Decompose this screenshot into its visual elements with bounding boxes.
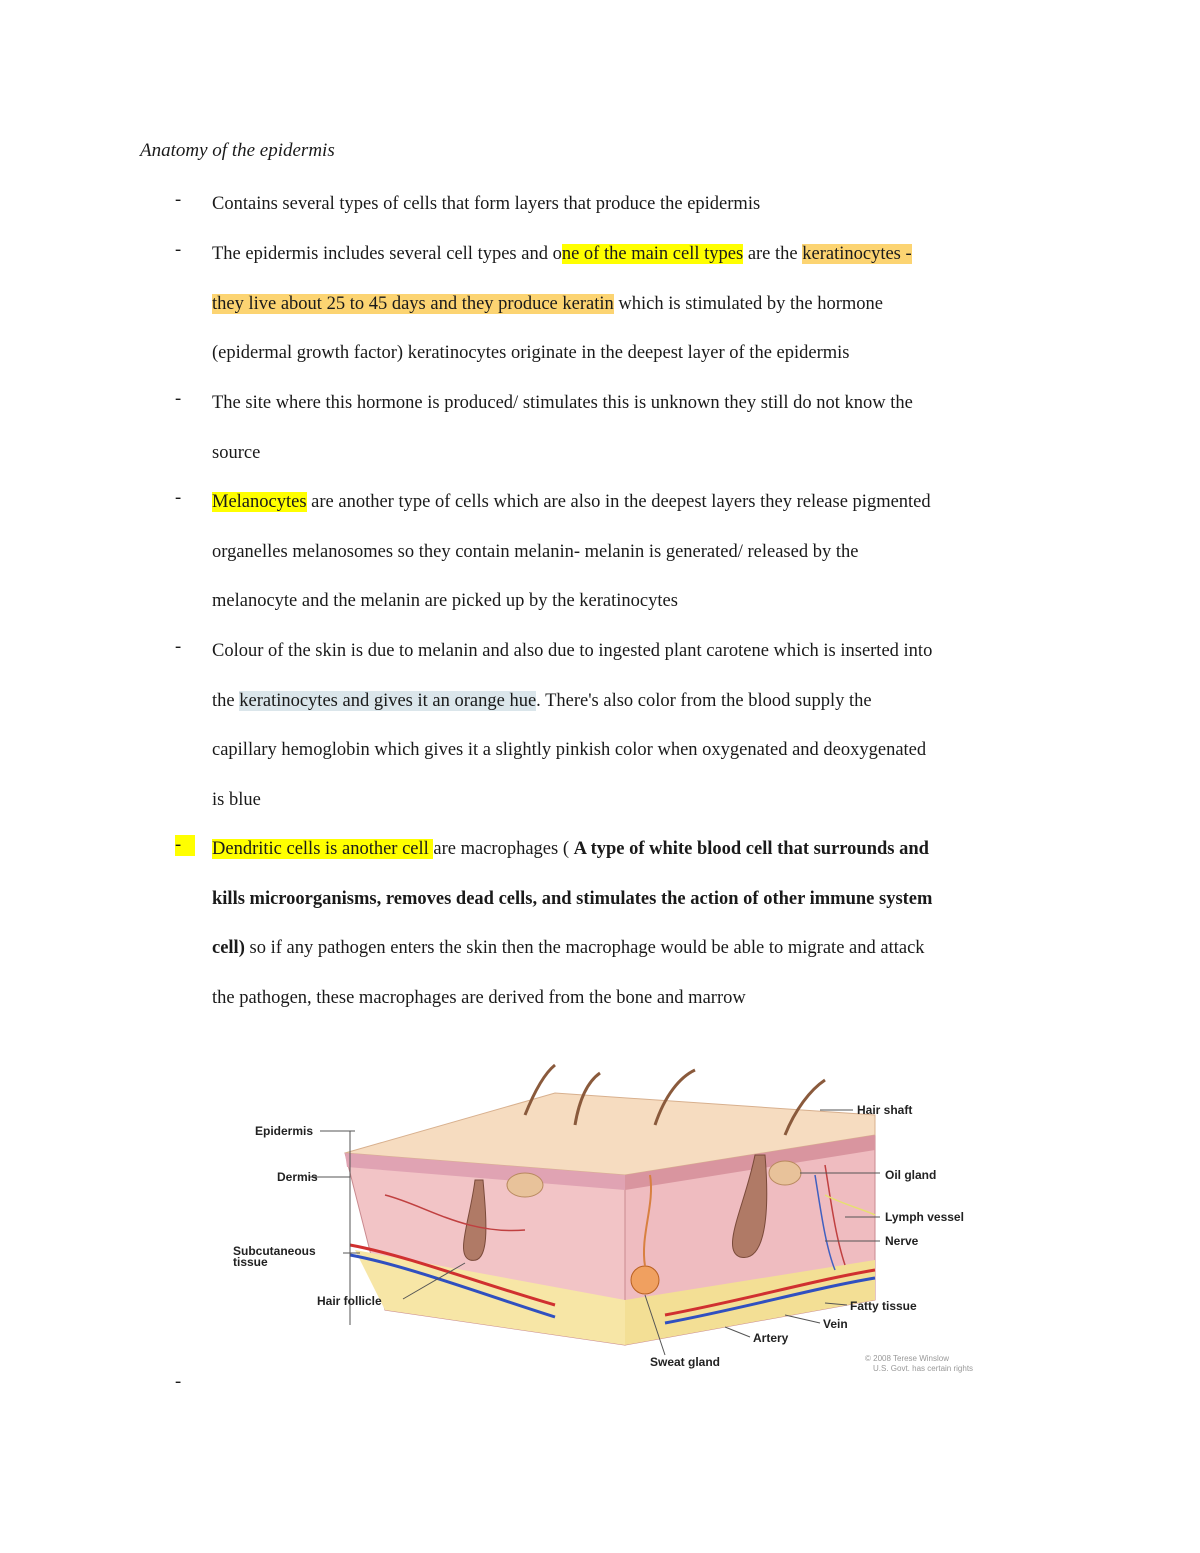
text-line [212, 190, 760, 218]
skin-diagram [225, 1055, 1015, 1375]
bullet-dash: - [175, 240, 182, 260]
label-oil-gland: Oil gland [885, 1168, 937, 1182]
highlighted-text: ne of the main cell types [561, 244, 744, 264]
label-artery: Artery [753, 1331, 789, 1345]
highlighted-text: Dendritic cells is another cell [212, 839, 434, 859]
copyright-line: © 2008 Terese Winslow [865, 1354, 950, 1363]
text-run: (epidermal growth factor) keratinocytes originate in the deepest layer of the epidermis [212, 343, 850, 363]
text-run: are macrophages ( [433, 839, 574, 859]
label-subcutaneous: Subcutaneous [233, 1244, 316, 1258]
skin-anatomy-figure [225, 1055, 1015, 1375]
label-vein: Vein [823, 1317, 848, 1331]
text-run: capillary hemoglobin which gives it a slightly pinkish color when oxygenated and deoxygenated [212, 740, 927, 760]
label-dermis: Dermis [277, 1170, 318, 1184]
text-line [212, 984, 746, 1012]
highlighted-text: keratinocytes and gives it an orange hue [239, 691, 537, 711]
text-run: are another type of cells which are also in the deepest layers they release pigmented [306, 492, 931, 512]
highlighted-text: they live about 25 to 45 days and they produce keratin [212, 294, 614, 314]
text-line [212, 538, 858, 566]
bullet-dash: - [175, 835, 195, 856]
text-run: source [212, 443, 261, 463]
text-run: the pathogen, these macrophages are derived from the bone and marrow [212, 988, 746, 1008]
text-line [212, 389, 913, 417]
bold-text: A type of white blood cell that surrounds and [573, 839, 929, 859]
text-line [212, 587, 678, 615]
text-line [212, 240, 912, 268]
copyright-line: U.S. Govt. has certain rights [873, 1364, 974, 1373]
text-line [212, 687, 872, 715]
label-hair-shaft: Hair shaft [857, 1103, 913, 1117]
oil-gland [769, 1161, 801, 1185]
label-nerve: Nerve [885, 1234, 919, 1248]
bullet-dash: - [175, 389, 182, 409]
text-line [212, 835, 929, 863]
text-line [212, 488, 931, 516]
bold-text: kills microorganisms, removes dead cells, and stimulates the action of other immune system [212, 889, 933, 909]
text-run: The epidermis includes several cell types and o [212, 244, 562, 264]
text-line [212, 786, 261, 814]
text-run: . There's also color from the blood supply the [536, 691, 872, 711]
text-line [212, 339, 849, 367]
text-run: so if any pathogen enters the skin then the macrophage would be able to migrate and attack [244, 938, 925, 958]
label-fatty-tissue: Fatty tissue [850, 1299, 917, 1313]
bullet-dash: - [175, 1372, 182, 1392]
leader-line [725, 1327, 750, 1337]
text-line [212, 934, 925, 962]
text-run: Colour of the skin is due to melanin and also due to ingested plant carotene which is inserted into [212, 641, 933, 661]
text-run: The site where this hormone is produced/ stimulates this is unknown they still do not know the [212, 393, 913, 413]
label-sweat-gland: Sweat gland [650, 1355, 721, 1369]
label-lymph-vessel: Lymph vessel [885, 1210, 964, 1224]
label-tissue: tissue [233, 1255, 268, 1269]
text-run: which is stimulated by the hormone [613, 294, 884, 314]
highlighted-text: keratinocytes - [802, 244, 912, 264]
text-run: Contains several types of cells that form layers that produce the epidermis [212, 194, 761, 214]
bullet-dash: - [175, 190, 182, 210]
text-line [212, 290, 883, 318]
sweat-gland [631, 1266, 659, 1294]
leader-line [785, 1315, 820, 1323]
label-hair-follicle: Hair follicle [317, 1294, 382, 1308]
bold-text: cell) [212, 938, 245, 958]
bullet-dash: - [175, 637, 182, 657]
text-run: organelles melanosomes so they contain melanin- melanin is generated/ released by the [212, 542, 859, 562]
bullet-dash: - [175, 488, 182, 508]
text-run: the [212, 691, 240, 711]
label-epidermis: Epidermis [255, 1124, 314, 1138]
section-title: Anatomy of the epidermis [140, 140, 335, 161]
highlighted-text: Melanocytes [212, 492, 307, 512]
text-run: is blue [212, 790, 261, 810]
text-line [212, 637, 932, 665]
text-line [212, 439, 260, 467]
text-run: melanocyte and the melanin are picked up by the keratinocytes [212, 591, 678, 611]
text-line [212, 885, 932, 913]
text-run: are the [743, 244, 803, 264]
oil-gland [507, 1173, 543, 1197]
text-line [212, 736, 926, 764]
